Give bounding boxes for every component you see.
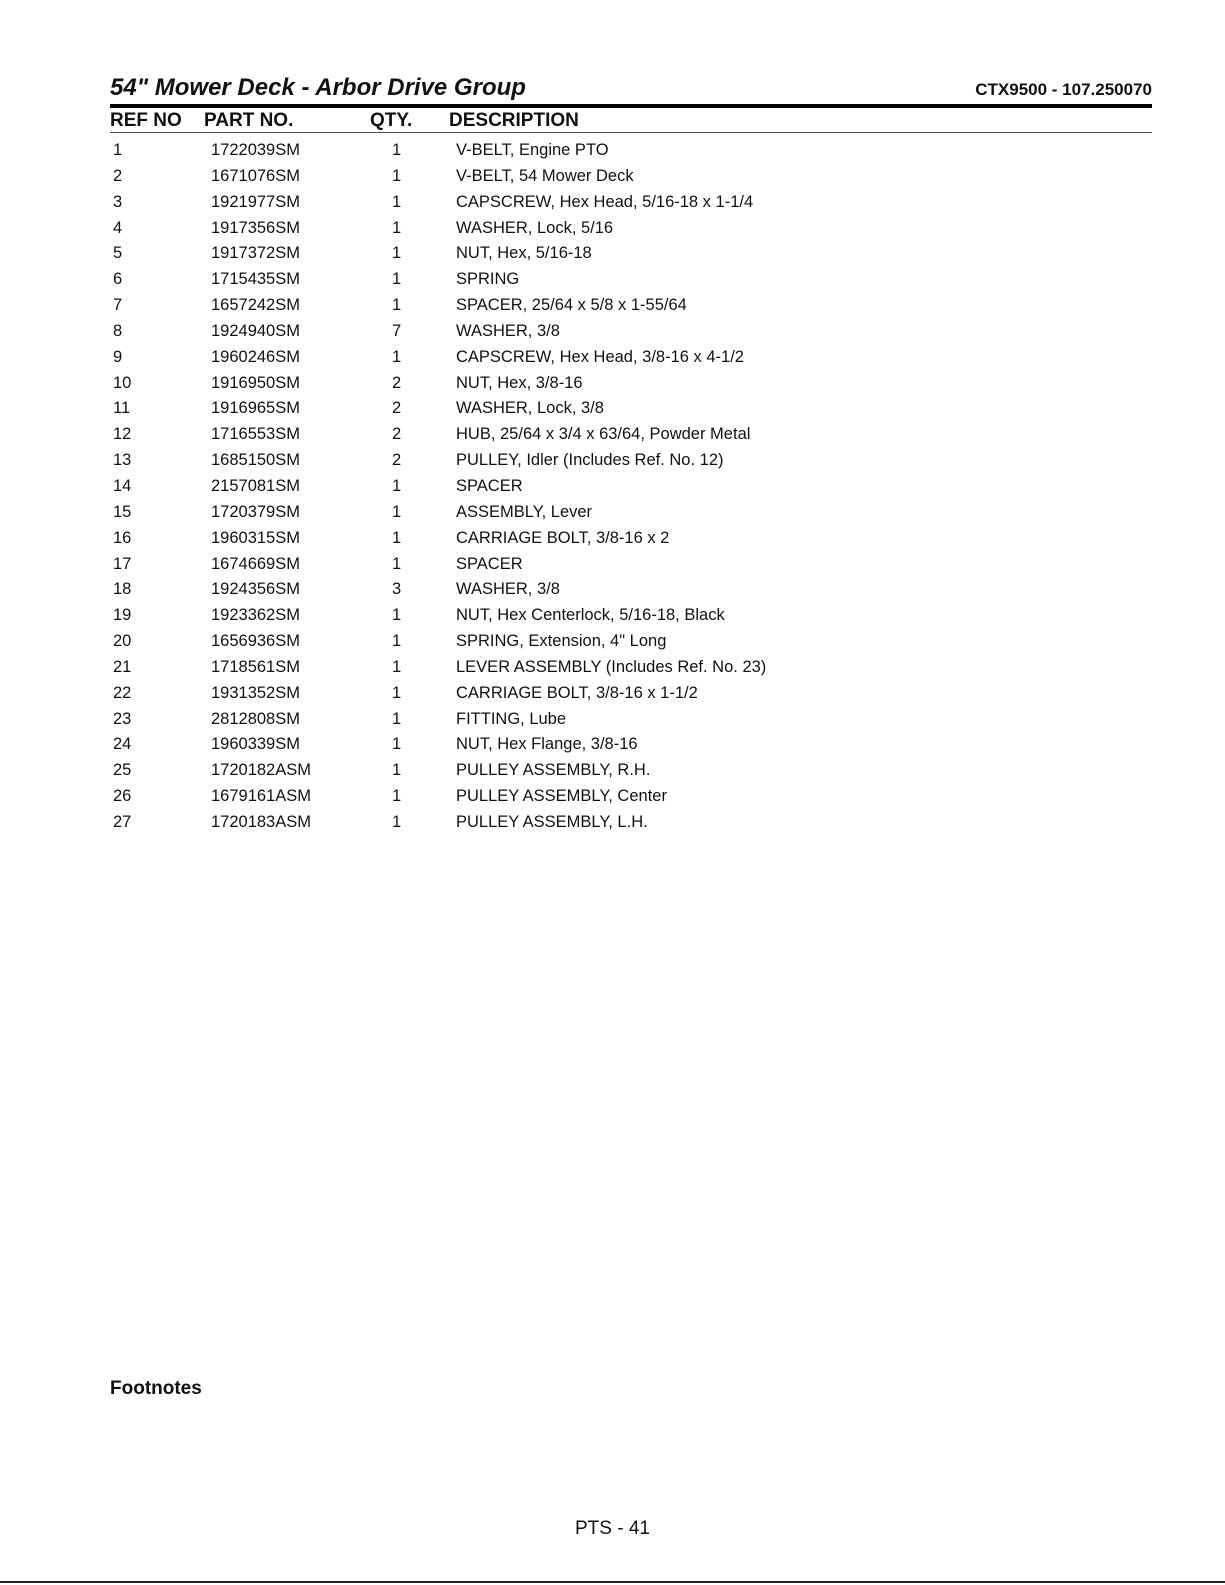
- table-row: [110, 630, 1152, 656]
- table-row: [110, 242, 1152, 268]
- description-cell: PULLEY ASSEMBLY, Center: [456, 787, 667, 806]
- footnotes-heading: Footnotes: [110, 1378, 202, 1399]
- part-no-cell: 1917356SM: [211, 218, 300, 237]
- part-no-cell: 1916950SM: [211, 373, 300, 392]
- part-no-cell: 1720183ASM: [211, 812, 311, 831]
- table-row: [110, 733, 1152, 759]
- table-row: [110, 268, 1152, 294]
- part-no-cell: 1657242SM: [211, 296, 300, 315]
- qty-cell: 1: [392, 528, 402, 547]
- ref-no-cell: 11: [113, 399, 131, 418]
- description-cell: SPACER, 25/64 x 5/8 x 1-55/64: [456, 296, 687, 315]
- description-cell: CAPSCREW, Hex Head, 5/16-18 x 1-1/4: [456, 192, 754, 211]
- qty-cell: 1: [392, 683, 402, 702]
- qty-cell: 2: [392, 425, 402, 444]
- part-no-cell: 1923362SM: [211, 606, 300, 625]
- qty-cell: 3: [392, 580, 402, 599]
- part-no-cell: 1924940SM: [211, 321, 300, 340]
- header-rule: [110, 104, 1152, 108]
- part-no-cell: 1715435SM: [211, 270, 300, 289]
- table-row: [110, 578, 1152, 604]
- ref-no-cell: 23: [113, 709, 132, 728]
- ref-no-cell: 5: [113, 244, 123, 263]
- description-cell: NUT, Hex, 5/16-18: [456, 244, 592, 263]
- table-row: [110, 346, 1152, 372]
- ref-no-cell: 14: [113, 476, 132, 495]
- table-row: [110, 656, 1152, 682]
- part-no-cell: 1960339SM: [211, 735, 300, 754]
- part-no-cell: 1679161ASM: [211, 787, 311, 806]
- part-no-cell: 1921977SM: [211, 192, 300, 211]
- qty-cell: 1: [392, 166, 402, 185]
- page-header: [110, 72, 1152, 106]
- part-no-cell: 1720379SM: [211, 502, 300, 521]
- description-cell: SPRING: [456, 270, 520, 289]
- ref-no-cell: 16: [113, 528, 132, 547]
- page-title: 54" Mower Deck - Arbor Drive Group: [110, 74, 526, 101]
- table-row: [110, 423, 1152, 449]
- part-no-cell: 1674669SM: [211, 554, 300, 573]
- ref-no-cell: 4: [113, 218, 123, 237]
- description-cell: WASHER, 3/8: [456, 321, 560, 340]
- part-no-cell: 2812808SM: [211, 709, 300, 728]
- qty-cell: 2: [392, 451, 402, 470]
- ref-no-cell: 20: [113, 632, 132, 651]
- ref-no-cell: 7: [113, 296, 123, 315]
- ref-no-cell: 25: [113, 761, 132, 780]
- part-no-cell: 1671076SM: [211, 166, 300, 185]
- parts-list: [110, 139, 1152, 837]
- part-no-cell: 1917372SM: [211, 244, 300, 263]
- bottom-rule: [0, 1581, 1225, 1583]
- qty-cell: 1: [392, 761, 402, 780]
- ref-no-cell: 22: [113, 683, 132, 702]
- qty-cell: 7: [392, 321, 402, 340]
- qty-cell: 1: [392, 812, 402, 831]
- ref-no-cell: 21: [113, 657, 132, 676]
- qty-cell: 1: [392, 347, 402, 366]
- qty-cell: 1: [392, 657, 402, 676]
- description-cell: WASHER, 3/8: [456, 580, 560, 599]
- part-no-cell: 1960315SM: [211, 528, 300, 547]
- part-no-cell: 1924356SM: [211, 580, 300, 599]
- description-cell: PULLEY ASSEMBLY, L.H.: [456, 812, 648, 831]
- ref-no-cell: 2: [113, 166, 123, 185]
- column-header-part: PART NO.: [204, 110, 294, 131]
- part-no-cell: 1720182ASM: [211, 761, 311, 780]
- qty-cell: 1: [392, 141, 402, 159]
- description-cell: PULLEY ASSEMBLY, R.H.: [456, 761, 651, 780]
- column-header-description: DESCRIPTION: [449, 110, 579, 131]
- table-row: [110, 785, 1152, 811]
- table-row: [110, 320, 1152, 346]
- description-cell: SPACER: [456, 554, 523, 573]
- ref-no-cell: 27: [113, 812, 132, 831]
- table-row: [110, 397, 1152, 423]
- ref-no-cell: 9: [113, 347, 123, 366]
- part-no-cell: 1685150SM: [211, 451, 300, 470]
- table-row: [110, 811, 1152, 837]
- description-cell: CARRIAGE BOLT, 3/8-16 x 2: [456, 528, 670, 547]
- description-cell: SPRING, Extension, 4" Long: [456, 632, 667, 651]
- table-row: [110, 501, 1152, 527]
- table-row: [110, 165, 1152, 191]
- column-header-rule: [110, 132, 1152, 133]
- table-row: [110, 294, 1152, 320]
- table-row: [110, 449, 1152, 475]
- part-no-cell: 1718561SM: [211, 657, 300, 676]
- qty-cell: 1: [392, 735, 402, 754]
- ref-no-cell: 8: [113, 321, 123, 340]
- part-no-cell: 1916965SM: [211, 399, 300, 418]
- part-no-cell: 2157081SM: [211, 476, 300, 495]
- qty-cell: 1: [392, 554, 402, 573]
- ref-no-cell: 6: [113, 270, 123, 289]
- ref-no-cell: 1: [113, 141, 123, 159]
- part-no-cell: 1931352SM: [211, 683, 300, 702]
- table-row: [110, 527, 1152, 553]
- qty-cell: 1: [392, 476, 402, 495]
- qty-cell: 1: [392, 502, 402, 521]
- qty-cell: 1: [392, 244, 402, 263]
- ref-no-cell: 17: [113, 554, 132, 573]
- model-number: CTX9500 - 107.250070: [975, 80, 1152, 99]
- description-cell: WASHER, Lock, 5/16: [456, 218, 614, 237]
- qty-cell: 1: [392, 606, 402, 625]
- column-header-qty: QTY.: [370, 110, 413, 131]
- qty-cell: 1: [392, 192, 402, 211]
- table-row: [110, 139, 1152, 165]
- description-cell: WASHER, Lock, 3/8: [456, 399, 604, 418]
- description-cell: HUB, 25/64 x 3/4 x 63/64, Powder Metal: [456, 425, 751, 444]
- description-cell: LEVER ASSEMBLY (Includes Ref. No. 23): [456, 657, 767, 676]
- qty-cell: 1: [392, 632, 402, 651]
- description-cell: NUT, Hex, 3/8-16: [456, 373, 583, 392]
- qty-cell: 1: [392, 709, 402, 728]
- description-cell: V-BELT, 54 Mower Deck: [456, 166, 634, 185]
- qty-cell: 2: [392, 373, 402, 392]
- column-headers: [110, 110, 1152, 132]
- description-cell: CAPSCREW, Hex Head, 3/8-16 x 4-1/2: [456, 347, 744, 366]
- table-row: [110, 475, 1152, 501]
- table-row: [110, 372, 1152, 398]
- table-row: [110, 708, 1152, 734]
- ref-no-cell: 10: [113, 373, 132, 392]
- page-number: PTS - 41: [575, 1518, 650, 1539]
- table-row: [110, 191, 1152, 217]
- ref-no-cell: 15: [113, 502, 132, 521]
- table-row: [110, 553, 1152, 579]
- ref-no-cell: 26: [113, 787, 132, 806]
- description-cell: NUT, Hex Flange, 3/8-16: [456, 735, 638, 754]
- part-no-cell: 1722039SM: [211, 141, 300, 159]
- qty-cell: 1: [392, 218, 402, 237]
- qty-cell: 2: [392, 399, 402, 418]
- table-row: [110, 682, 1152, 708]
- part-no-cell: 1716553SM: [211, 425, 300, 444]
- qty-cell: 1: [392, 296, 402, 315]
- description-cell: CARRIAGE BOLT, 3/8-16 x 1-1/2: [456, 683, 698, 702]
- ref-no-cell: 3: [113, 192, 123, 211]
- ref-no-cell: 12: [113, 425, 132, 444]
- part-no-cell: 1656936SM: [211, 632, 300, 651]
- ref-no-cell: 13: [113, 451, 132, 470]
- description-cell: FITTING, Lube: [456, 709, 567, 728]
- ref-no-cell: 18: [113, 580, 132, 599]
- description-cell: PULLEY, Idler (Includes Ref. No. 12): [456, 451, 724, 470]
- column-header-ref: REF NO: [110, 110, 182, 131]
- description-cell: SPACER: [456, 476, 523, 495]
- table-row: [110, 759, 1152, 785]
- description-cell: V-BELT, Engine PTO: [456, 141, 609, 159]
- table-row: [110, 217, 1152, 243]
- qty-cell: 1: [392, 787, 402, 806]
- table-row: [110, 604, 1152, 630]
- ref-no-cell: 19: [113, 606, 132, 625]
- description-cell: NUT, Hex Centerlock, 5/16-18, Black: [456, 606, 725, 625]
- qty-cell: 1: [392, 270, 402, 289]
- ref-no-cell: 24: [113, 735, 132, 754]
- description-cell: ASSEMBLY, Lever: [456, 502, 593, 521]
- part-no-cell: 1960246SM: [211, 347, 300, 366]
